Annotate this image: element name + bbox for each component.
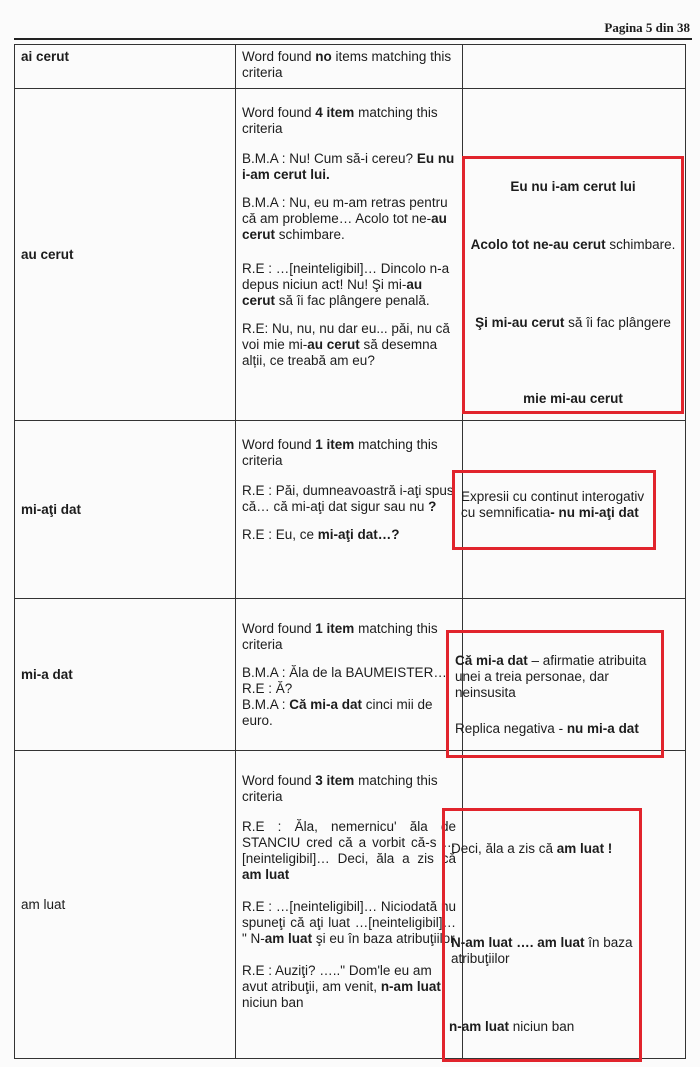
annotation-box: Că mi-a dat – afirmatie atribuita unei a treia personae, dar neinsusita Replica negativa - nu mi-a dat bbox=[446, 630, 664, 758]
example-item: R.E : Auziţi? ….." Dom'le eu am avut atribuţii, am venit, n-am luat niciun ban bbox=[242, 963, 441, 1010]
term-cell: mi-a dat bbox=[15, 599, 236, 751]
term-cell: mi-aţi dat bbox=[15, 421, 236, 599]
example-item: B.M.A : Nu, eu m-am retras pentru că am probleme… Acolo tot ne-au cerut schimbare. bbox=[242, 195, 448, 242]
table-row bbox=[15, 45, 686, 89]
page-number: Pagina 5 din 38 bbox=[604, 20, 690, 35]
example-item: B.M.A : Nu! Cum să-i cereu? Eu nu i-am cerut lui. bbox=[242, 151, 455, 182]
example-item: B.M.A : Ăla de la BAUMEISTER… bbox=[242, 665, 447, 680]
results-cell: Word found 4 item matching this criteria B.M.A : Nu! Cum să-i cereu? Eu nu i-am cerut lui. B.M.A : Nu, eu m-am retras pentru că am probleme… Acolo tot ne-au cerut schimbare. R.E : …[neinteligibil]… Dincolo n-a depus niciun act! Nu! Şi mi-au cerut să îi fac plângere penală. R.E: Nu, nu, nu dar eu... păi, nu că voi mie mi-au cerut să desemna alții, ce treabă am eu? bbox=[236, 89, 463, 421]
example-item: B.M.A : Că mi-a dat cinci mii de euro. bbox=[242, 697, 433, 728]
example-item: R.E : Păi, dumneavoastră i-aţi spus că… că mi-aţi dat sigur sau nu ? bbox=[242, 483, 454, 514]
notes-cell bbox=[463, 45, 686, 89]
header-rule bbox=[14, 38, 692, 40]
results-cell: Word found no items matching this criteria bbox=[236, 45, 463, 89]
example-item: R.E : Ăla, nemernicu' ăla de STANCIU cred că a vorbit că-s …[neinteligibil]… Deci, ăla a zis că am luat bbox=[242, 819, 456, 882]
results-cell: Word found 1 item matching this criteria B.M.A : Ăla de la BAUMEISTER… R.E : Ă? B.M.A : Că mi-a dat cinci mii de euro. bbox=[236, 599, 463, 751]
term-cell: ai cerut bbox=[15, 45, 236, 89]
example-item: R.E : Ă? bbox=[242, 681, 293, 696]
example-item: R.E : …[neinteligibil]… Dincolo n-a depus niciun act! Nu! Şi mi-au cerut să îi fac plângere penală. bbox=[242, 261, 450, 308]
example-item: R.E : Eu, ce mi-aţi dat…? bbox=[242, 527, 400, 542]
example-item: R.E : …[neinteligibil]… Niciodată nu spuneţi că aţi luat …[neinteligibil]… " N-am luat şi eu în baza atribuţiilor bbox=[242, 899, 456, 946]
term-cell: au cerut bbox=[15, 89, 236, 421]
example-item: R.E: Nu, nu, nu dar eu... păi, nu că voi mie mi-au cerut să desemna alții, ce treabă am eu? bbox=[242, 321, 450, 368]
results-cell: Word found 1 item matching this criteria R.E : Păi, dumneavoastră i-aţi spus că… că mi-aţi dat sigur sau nu ? R.E : Eu, ce mi-aţi dat…? bbox=[236, 421, 463, 599]
term-cell: am luat bbox=[15, 751, 236, 1059]
results-cell: Word found 3 item matching this criteria R.E : Ăla, nemernicu' ăla de STANCIU cred că a vorbit că-s …[neinteligibil]… Deci, ăla a zis că am luat R.E : …[neinteligibil]… Niciodată nu spuneţi că aţi luat …[neinteligibil]… " N-am luat şi eu în baza atribuţiilor R.E : Auziţi? ….." Dom'le eu am avut atribuţii, am venit, n-am luat niciun ban bbox=[236, 751, 463, 1059]
annotation-box: Deci, ăla a zis că am luat ! N-am luat …. am luat în baza atribuţiilor n-am luat niciun ban bbox=[442, 808, 642, 1062]
annotation-box: Eu nu i-am cerut lui Acolo tot ne-au cerut schimbare. Şi mi-au cerut să îi fac plângere mie mi-au cerut bbox=[462, 156, 684, 414]
annotation-box: Expresii cu continut interogativ cu semnificatia- nu mi-aţi dat bbox=[452, 470, 656, 550]
